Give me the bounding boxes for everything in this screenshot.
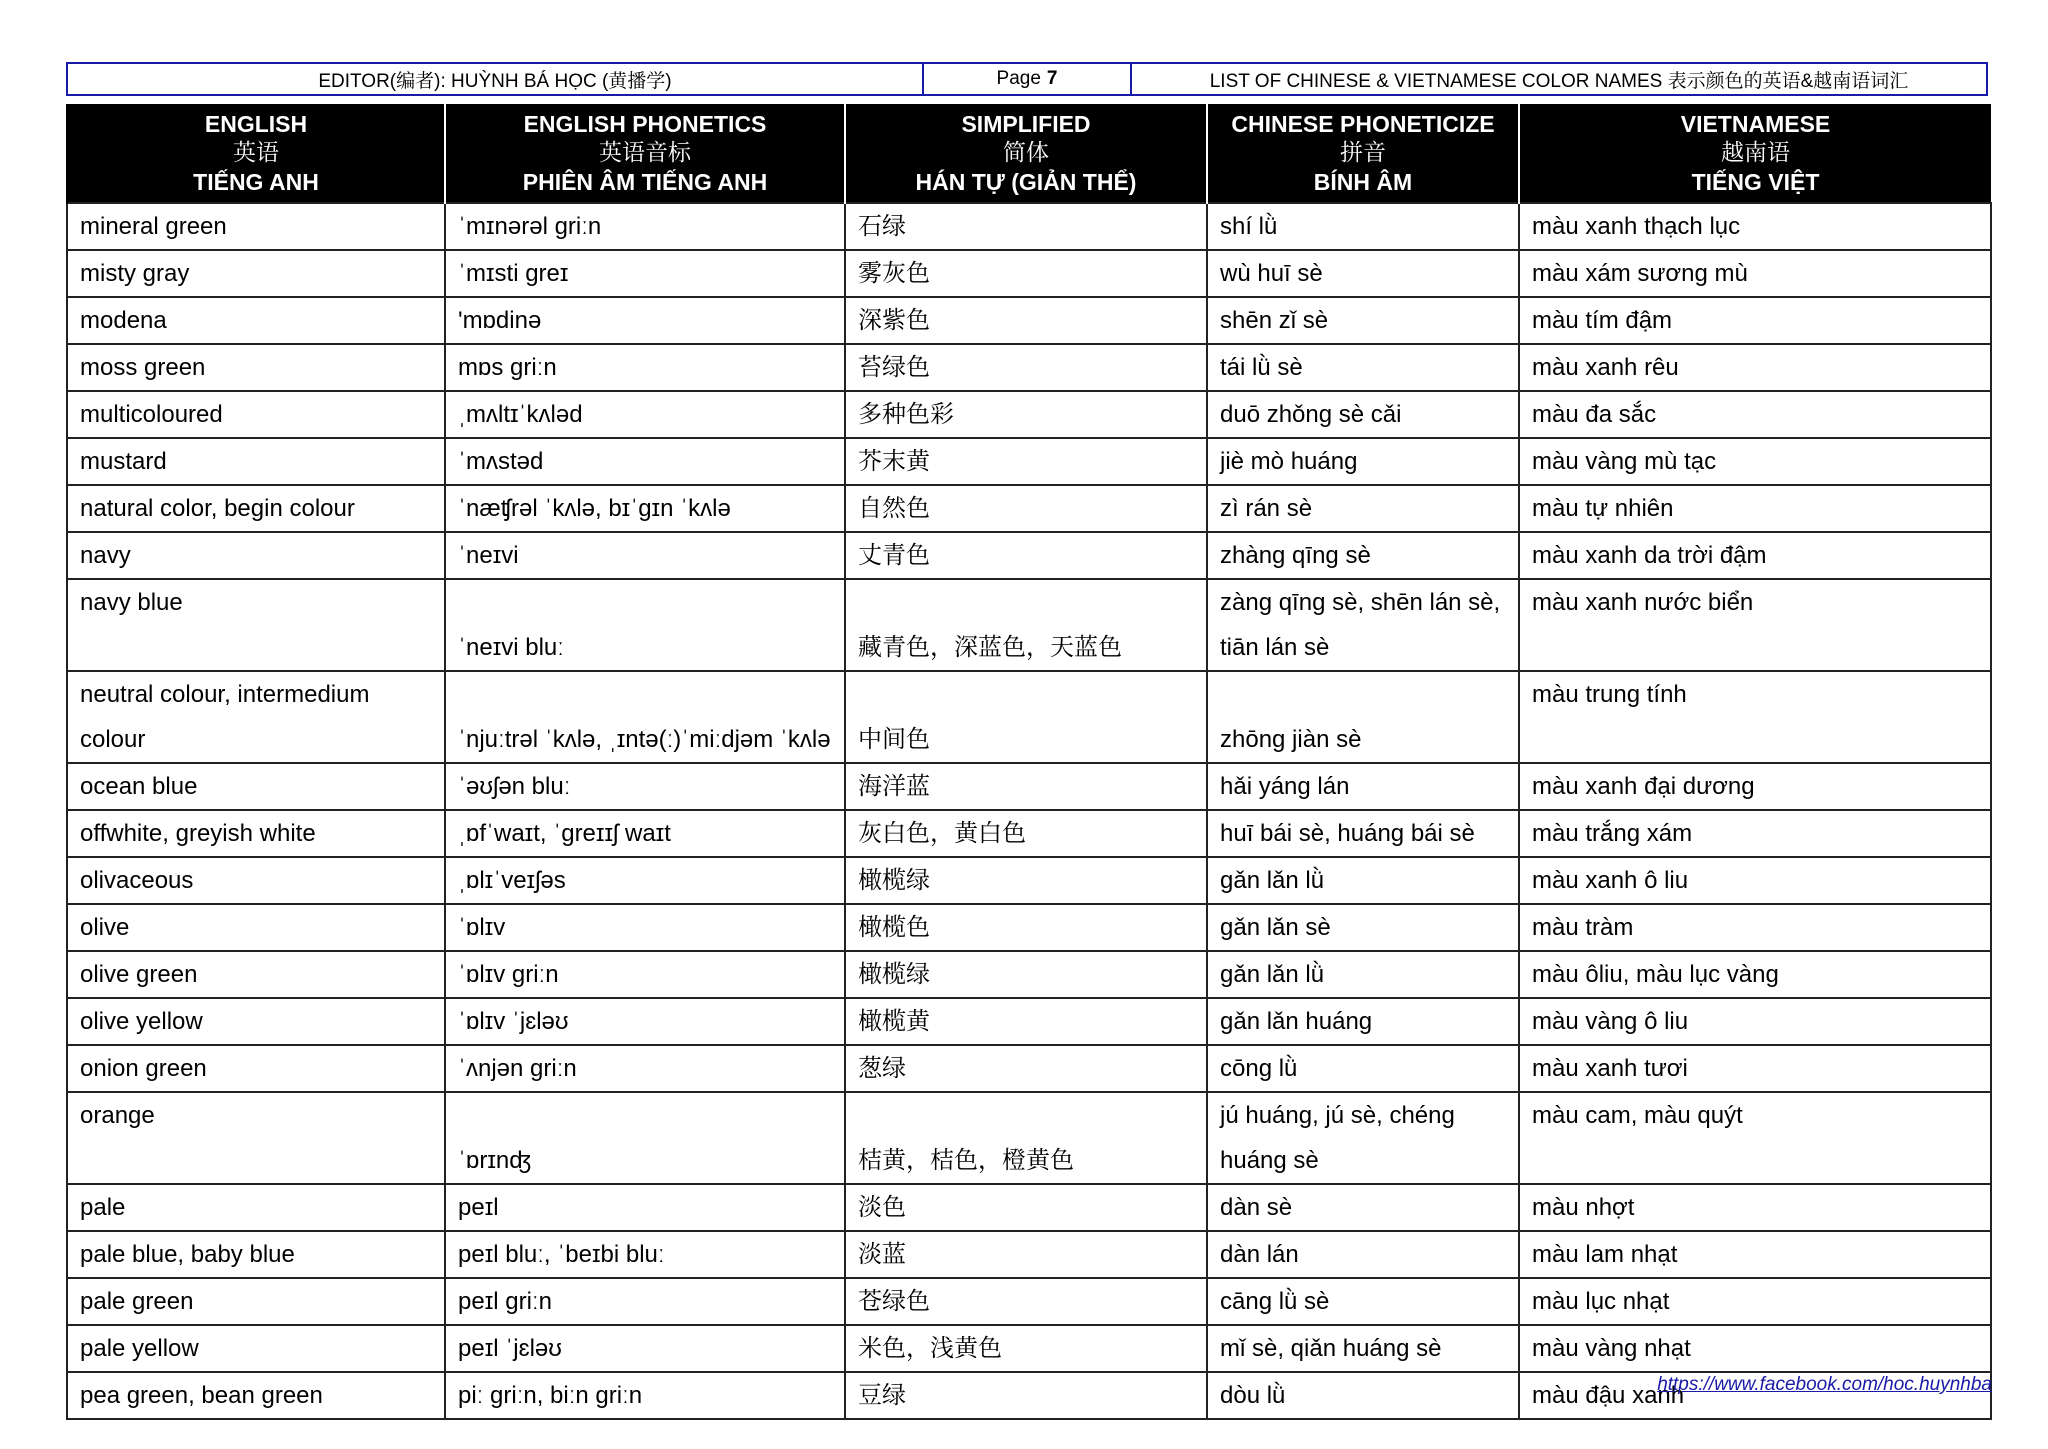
cell-phonetic: peɪl griːn (445, 1278, 845, 1325)
cell-simplified: 橄榄黄 (845, 998, 1207, 1045)
cell-simplified: 灰白色，黄白色 (845, 810, 1207, 857)
cell-english: onion green (67, 1045, 445, 1092)
cell-vietnamese: màu đa sắc (1519, 391, 1991, 438)
table-row (67, 763, 1991, 810)
cell-vietnamese: màu cam, màu quýt (1519, 1092, 1991, 1184)
cell-vietnamese: màu nhợt (1519, 1184, 1991, 1231)
cell-vietnamese: màu tự nhiên (1519, 485, 1991, 532)
cell-simplified: 中间色 (845, 671, 1207, 763)
cell-english: ocean blue (67, 763, 445, 810)
cell-english: pale yellow (67, 1325, 445, 1372)
cell-pinyin: cāng lǜ sè (1207, 1278, 1519, 1325)
cell-english: offwhite, greyish white (67, 810, 445, 857)
cell-pinyin: mǐ sè, qiǎn huáng sè (1207, 1325, 1519, 1372)
page-indicator (924, 64, 1132, 94)
table-row (67, 344, 1991, 391)
cell-vietnamese: màu xanh da trời đậm (1519, 532, 1991, 579)
cell-english: misty gray (67, 250, 445, 297)
cell-phonetic: ˈmʌstəd (445, 438, 845, 485)
table-row (67, 1184, 1991, 1231)
cell-english: modena (67, 297, 445, 344)
column-header-simplified: SIMPLIFIED 简体 HÁN TỰ (GIẢN THỂ) (845, 104, 1207, 203)
cell-phonetic: ˈɒlɪv griːn (445, 951, 845, 998)
cell-pinyin: dàn lán (1207, 1231, 1519, 1278)
cell-english: pale (67, 1184, 445, 1231)
cell-simplified: 米色，浅黄色 (845, 1325, 1207, 1372)
cell-pinyin: gǎn lǎn sè (1207, 904, 1519, 951)
page-number: 7 (1046, 68, 1058, 89)
cell-vietnamese: màu xanh rêu (1519, 344, 1991, 391)
cell-simplified: 藏青色，深蓝色，天蓝色 (845, 579, 1207, 671)
cell-vietnamese: màu xanh đại dương (1519, 763, 1991, 810)
cell-vietnamese: màu lục nhạt (1519, 1278, 1991, 1325)
column-header-english: ENGLISH 英语 TIẾNG ANH (67, 104, 445, 203)
cell-vietnamese: màu tràm (1519, 904, 1991, 951)
cell-vietnamese: màu xám sương mù (1519, 250, 1991, 297)
cell-simplified: 自然色 (845, 485, 1207, 532)
cell-simplified: 多种色彩 (845, 391, 1207, 438)
cell-vietnamese: màu vàng ô liu (1519, 998, 1991, 1045)
column-header-phonetics: ENGLISH PHONETICS 英语音标 PHIÊN ÂM TIẾNG ANH (445, 104, 845, 203)
cell-vietnamese: màu xanh nước biển (1519, 579, 1991, 671)
cell-english: navy (67, 532, 445, 579)
cell-phonetic: ˈɒrɪnʤ (445, 1092, 845, 1184)
cell-english: orange (67, 1092, 445, 1184)
cell-simplified: 海洋蓝 (845, 763, 1207, 810)
cell-vietnamese: màu tím đậm (1519, 297, 1991, 344)
cell-english: olive (67, 904, 445, 951)
cell-phonetic: ˈnæʧrəl ˈkʌlə, bɪˈgɪn ˈkʌlə (445, 485, 845, 532)
cell-pinyin: zhàng qīng sè (1207, 532, 1519, 579)
cell-simplified: 葱绿 (845, 1045, 1207, 1092)
cell-english: multicoloured (67, 391, 445, 438)
cell-simplified: 苍绿色 (845, 1278, 1207, 1325)
cell-phonetic: peɪl bluː, ˈbeɪbi bluː (445, 1231, 845, 1278)
column-header-pinyin: CHINESE PHONETICIZE 拼音 BÍNH ÂM (1207, 104, 1519, 203)
cell-pinyin: zì rán sè (1207, 485, 1519, 532)
cell-phonetic: ˈmɪsti greɪ (445, 250, 845, 297)
cell-phonetic: peɪl (445, 1184, 845, 1231)
cell-pinyin: hǎi yáng lán (1207, 763, 1519, 810)
cell-vietnamese: màu vàng nhạt (1519, 1325, 1991, 1372)
cell-simplified: 深紫色 (845, 297, 1207, 344)
cell-phonetic: peɪl ˈjɛləʊ (445, 1325, 845, 1372)
cell-pinyin: wù huī sè (1207, 250, 1519, 297)
table-row (67, 438, 1991, 485)
table-row (67, 1278, 1991, 1325)
table-row (67, 532, 1991, 579)
cell-vietnamese: màu vàng mù tạc (1519, 438, 1991, 485)
cell-phonetic: ˈʌnjən griːn (445, 1045, 845, 1092)
table-row (67, 998, 1991, 1045)
cell-phonetic: mɒs griːn (445, 344, 845, 391)
column-header-vietnamese: VIETNAMESE 越南语 TIẾNG VIỆT (1519, 104, 1991, 203)
cell-phonetic: ˌɒlɪˈveɪʃəs (445, 857, 845, 904)
cell-vietnamese: màu trung tính (1519, 671, 1991, 763)
table-row (67, 250, 1991, 297)
cell-phonetic: ˈɒlɪv (445, 904, 845, 951)
table-row (67, 1045, 1991, 1092)
cell-simplified: 桔黄，桔色，橙黄色 (845, 1092, 1207, 1184)
cell-pinyin: shí lǜ (1207, 203, 1519, 250)
cell-english: natural color, begin colour (67, 485, 445, 532)
cell-pinyin: dòu lǜ (1207, 1372, 1519, 1419)
table-row (67, 1231, 1991, 1278)
cell-phonetic: ˈmɪnərəl griːn (445, 203, 845, 250)
table-row (67, 951, 1991, 998)
cell-phonetic: ˈnjuːtrəl ˈkʌlə, ˌɪntə(ː)ˈmiːdjəm ˈkʌlə (445, 671, 845, 763)
cell-english: mineral green (67, 203, 445, 250)
cell-english: navy blue (67, 579, 445, 671)
cell-simplified: 豆绿 (845, 1372, 1207, 1419)
cell-english: olivaceous (67, 857, 445, 904)
cell-pinyin: gǎn lǎn lǜ (1207, 857, 1519, 904)
cell-pinyin: zhōng jiàn sè (1207, 671, 1519, 763)
cell-vietnamese: màu xanh ô liu (1519, 857, 1991, 904)
cell-phonetic: ˌɒfˈwaɪt, ˈgreɪɪʃ waɪt (445, 810, 845, 857)
document-header (66, 62, 1988, 96)
cell-simplified: 淡色 (845, 1184, 1207, 1231)
document-title: LIST OF CHINESE & VIETNAMESE COLOR NAMES 表示颜色的英语&越南语词汇 (1209, 70, 1909, 92)
cell-phonetic: piː griːn, biːn griːn (445, 1372, 845, 1419)
table-row (67, 1325, 1991, 1372)
table-row (67, 579, 1991, 671)
cell-phonetic: ˈɒlɪv ˈjɛləʊ (445, 998, 845, 1045)
cell-phonetic: ˌmʌltɪˈkʌləd (445, 391, 845, 438)
table-row (67, 297, 1991, 344)
cell-vietnamese: màu xanh thạch lục (1519, 203, 1991, 250)
cell-phonetic: 'mɒdinə (445, 297, 845, 344)
cell-pinyin: jiè mò huáng (1207, 438, 1519, 485)
cell-english: pale green (67, 1278, 445, 1325)
cell-simplified: 橄榄色 (845, 904, 1207, 951)
cell-pinyin: tái lǜ sè (1207, 344, 1519, 391)
cell-english: neutral colour, intermedium colour (67, 671, 445, 763)
cell-vietnamese: màu trắng xám (1519, 810, 1991, 857)
cell-phonetic: ˈneɪvi bluː (445, 579, 845, 671)
cell-simplified: 橄榄绿 (845, 951, 1207, 998)
cell-vietnamese: màu xanh tươi (1519, 1045, 1991, 1092)
cell-simplified: 橄榄绿 (845, 857, 1207, 904)
table-header-row (67, 104, 1991, 203)
cell-simplified: 淡蓝 (845, 1231, 1207, 1278)
table-row (67, 810, 1991, 857)
cell-simplified: 丈青色 (845, 532, 1207, 579)
cell-pinyin: duō zhǒng sè cǎi (1207, 391, 1519, 438)
cell-simplified: 石绿 (845, 203, 1207, 250)
cell-vietnamese: màu lam nhạt (1519, 1231, 1991, 1278)
cell-pinyin: shēn zǐ sè (1207, 297, 1519, 344)
table-row (67, 904, 1991, 951)
cell-vietnamese: màu ôliu, màu lục vàng (1519, 951, 1991, 998)
cell-vietnamese: màu đậu xanh (1519, 1372, 1991, 1419)
table-row (67, 857, 1991, 904)
cell-pinyin: huī bái sè, huáng bái sè (1207, 810, 1519, 857)
table-row (67, 391, 1991, 438)
cell-english: olive green (67, 951, 445, 998)
table-row (67, 1092, 1991, 1184)
cell-phonetic: ˈəʊʃən bluː (445, 763, 845, 810)
cell-simplified: 芥末黄 (845, 438, 1207, 485)
cell-simplified: 雾灰色 (845, 250, 1207, 297)
cell-pinyin: dàn sè (1207, 1184, 1519, 1231)
cell-english: moss green (67, 344, 445, 391)
cell-english: olive yellow (67, 998, 445, 1045)
cell-english: mustard (67, 438, 445, 485)
cell-pinyin: gǎn lǎn huáng (1207, 998, 1519, 1045)
table-row (67, 203, 1991, 250)
color-names-table (66, 104, 1992, 1420)
facebook-link[interactable]: https://www.facebook.com/hoc.huynhba (1657, 1374, 1992, 1395)
cell-phonetic: ˈneɪvi (445, 532, 845, 579)
editor-credit: EDITOR(编者): HUỲNH BÁ HỌC (黄播学) (68, 64, 924, 94)
cell-pinyin: zàng qīng sè, shēn lán sè, tiān lán sè (1207, 579, 1519, 671)
table-row (67, 485, 1991, 532)
cell-pinyin: gǎn lǎn lǜ (1207, 951, 1519, 998)
cell-english: pale blue, baby blue (67, 1231, 445, 1278)
page-label: Page (996, 68, 1041, 89)
cell-pinyin: jú huáng, jú sè, chéng huáng sè (1207, 1092, 1519, 1184)
cell-simplified: 苔绿色 (845, 344, 1207, 391)
table-row (67, 671, 1991, 763)
cell-pinyin: cōng lǜ (1207, 1045, 1519, 1092)
cell-english: pea green, bean green (67, 1372, 445, 1419)
